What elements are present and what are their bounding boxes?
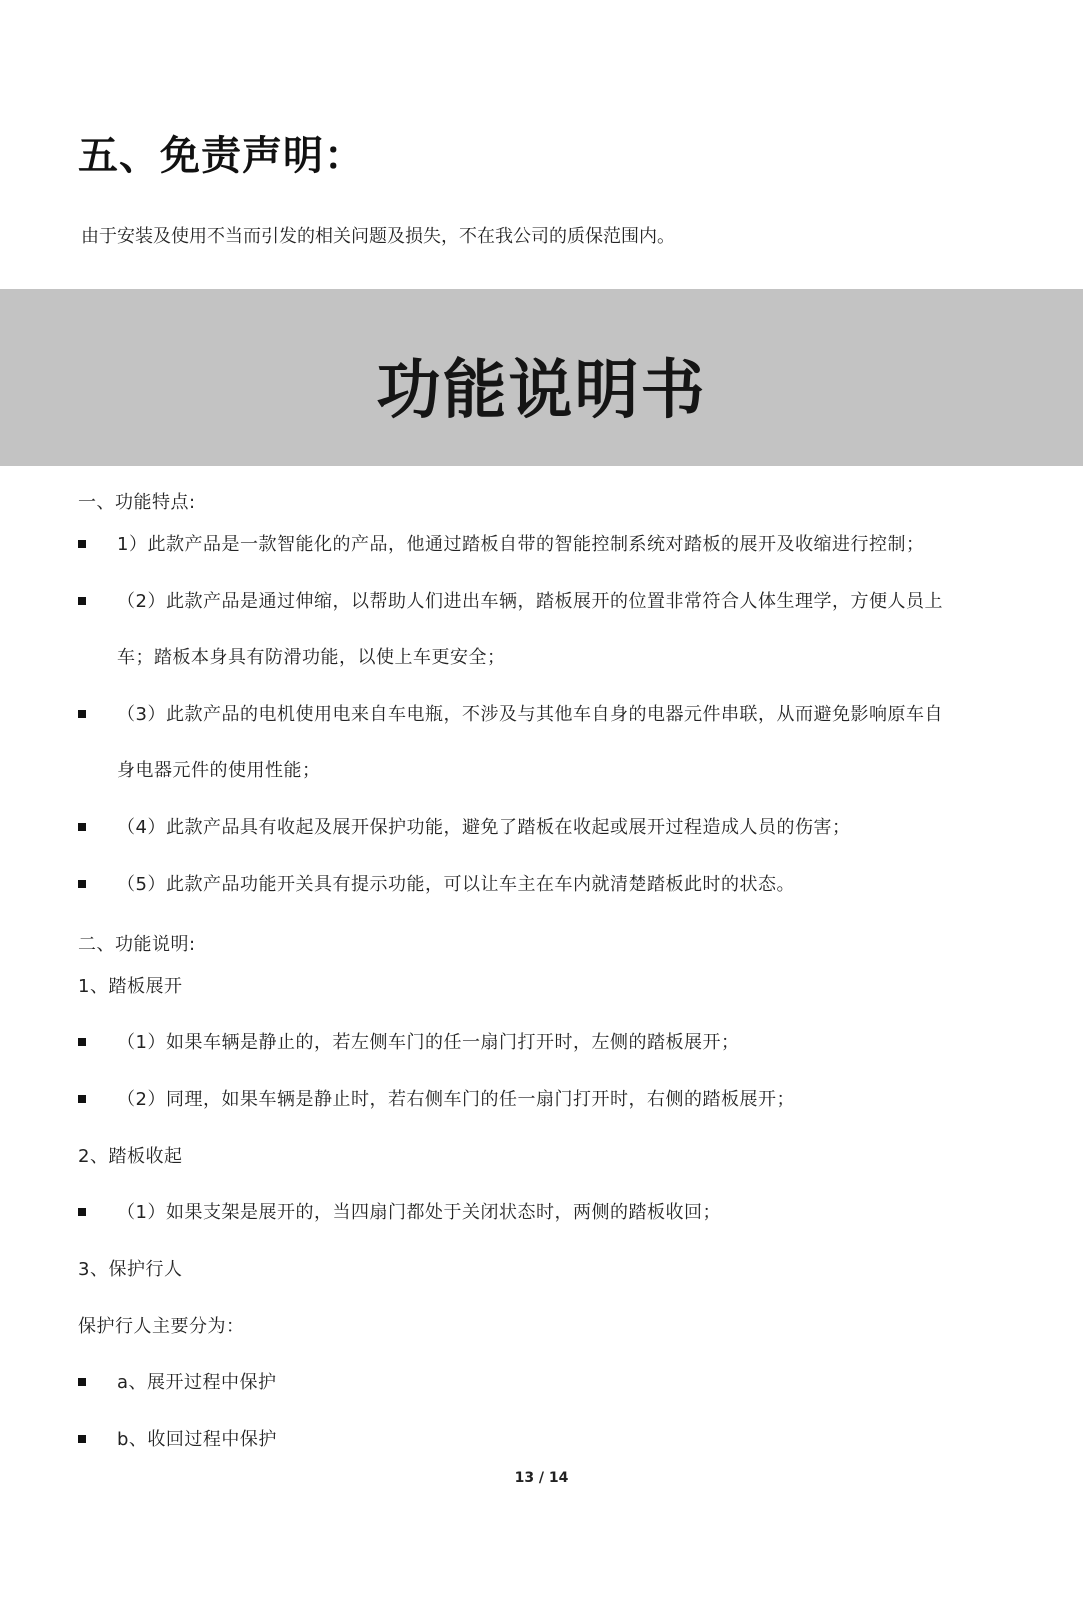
bullet-icon: [78, 597, 86, 605]
bullet-icon: [78, 880, 86, 888]
sub1-item-1: （1）如果车辆是静止的，若左侧车门的任一扇门打开时，左侧的踏板展开；: [117, 1032, 740, 1053]
bullet-icon: [78, 1378, 86, 1386]
bullet-icon: [78, 540, 86, 548]
bullet-icon: [78, 1038, 86, 1046]
disclaimer-text: 由于安装及使用不当而引发的相关问题及损失，不在我公司的质保范围内。: [81, 226, 675, 247]
feature-item-2-line1: （2）此款产品是通过伸缩，以帮助人们进出车辆，踏板展开的位置非常符合人体生理学，方便人员上: [117, 591, 943, 612]
sub2-item-1: （1）如果支架是展开的，当四扇门都处于关闭状态时，两侧的踏板收回；: [117, 1202, 721, 1223]
subsection-title-3: 3、保护行人: [78, 1259, 183, 1280]
subsection-title-1: 1、踏板展开: [78, 976, 183, 997]
bullet-icon: [78, 710, 86, 718]
feature-item-4: （4）此款产品具有收起及展开保护功能，避免了踏板在收起或展开过程造成人员的伤害；: [117, 817, 851, 838]
feature-item-2-line2: 车；踏板本身具有防滑功能，以使上车更安全；: [117, 647, 506, 668]
feature-item-5: （5）此款产品功能开关具有提示功能，可以让车主在车内就清楚踏板此时的状态。: [117, 874, 795, 895]
bullet-icon: [78, 1095, 86, 1103]
page-number: 13 / 14: [514, 1470, 569, 1486]
feature-item-3-line2: 身电器元件的使用性能；: [117, 760, 321, 781]
sub3-item-b: b、收回过程中保护: [117, 1429, 277, 1450]
description-heading: 二、功能说明:: [78, 934, 196, 955]
subsection-title-2: 2、踏板收起: [78, 1146, 183, 1167]
sub3-item-a: a、展开过程中保护: [117, 1372, 277, 1393]
bullet-icon: [78, 1435, 86, 1443]
feature-item-1: 1）此款产品是一款智能化的产品，他通过踏板自带的智能控制系统对踏板的展开及收缩进行控制；: [117, 534, 925, 555]
section-heading: 五、免责声明：: [78, 133, 365, 179]
sub3-intro: 保护行人主要分为：: [78, 1316, 245, 1337]
bullet-icon: [78, 1208, 86, 1216]
sub1-item-2: （2）同理，如果车辆是静止时，若右侧车门的任一扇门打开时，右侧的踏板展开；: [117, 1089, 795, 1110]
bullet-icon: [78, 823, 86, 831]
banner-title: 功能说明书: [376, 354, 707, 428]
feature-item-3-line1: （3）此款产品的电机使用电来自车电瓶，不涉及与其他车自身的电器元件串联，从而避免影响原车自: [117, 704, 943, 725]
title-banner: [0, 289, 1083, 466]
features-heading: 一、功能特点:: [78, 492, 196, 513]
